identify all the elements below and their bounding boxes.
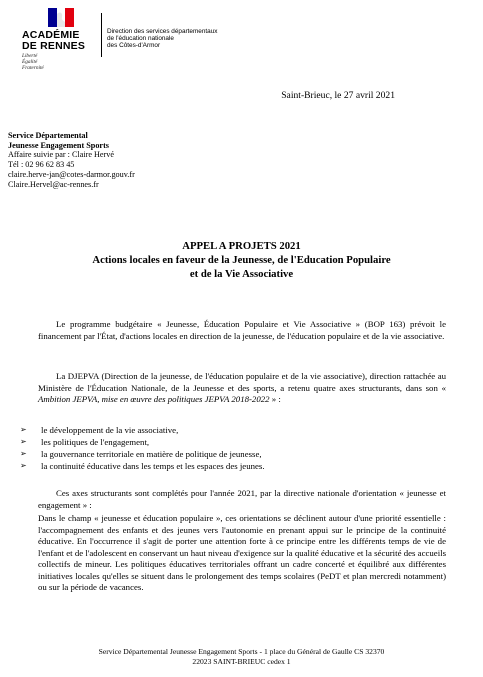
list-item-text: la gouvernance territoriale en matière de politique de jeunesse, — [41, 449, 262, 459]
arrow-bullet-icon: ➢ — [20, 449, 27, 458]
paragraph-djepva-start: La DJEPVA (Direction de la jeunesse, de l'éducation populaire et de la vie associative), direction rattachée au Ministère de l'Éducation Nationale, de la Jeunesse et des sports, a retenu quatre axes structurants, dans son « — [38, 371, 446, 393]
paragraph-djepva-end: » : — [271, 394, 281, 404]
directorate-block — [107, 28, 217, 50]
sender-service: Service Départemental — [8, 131, 88, 140]
academie-logo — [22, 8, 102, 71]
list-item — [20, 436, 265, 448]
sender-phone: Tél : 02 96 62 83 45 — [8, 160, 75, 170]
arrow-bullet-icon: ➢ — [20, 437, 27, 446]
paragraph-youth-education: Dans le champ « jeunesse et éducation populaire », ces orientations se déclinent autour d'une priorité essentielle : l'accompagnement des enfants et des jeunes vers l'autonomie en prenant appui sur le principe de la continuité éducative. En l'occurrence il s'agit de porter une attention forte à ce principe entre les différents temps de vie de l'enfant et de l'adolescent en conservant un haut niveau d'exigence sur la qualité éducative et la sécurité des accueils collectifs de mineur. Les politiques éducatives territoriales offrant un cadre concerté et équilibré aux différentes initiatives locales qu'elles se situent dans le prolongement des temps scolaires (PeDT et plan mercredi notamment) ou sur la période de vacances. — [38, 513, 446, 592]
paragraph-budget: Le programme budgétaire « Jeunesse, Éducation Populaire et Vie Associative » (BOP 163) prévoit le financement par l'État, d'actions locales en direction de la jeunesse, de l'éducation populaire et de la vie associative. — [38, 319, 446, 341]
academie-line-2: DE RENNES — [22, 40, 86, 52]
letter-date: Saint-Brieuc, le 27 avril 2021 — [281, 90, 395, 101]
motto-egalite: Égalité — [22, 58, 38, 65]
sender-unit: Jeunesse Engagement Sports — [8, 140, 109, 150]
axes-list — [20, 424, 265, 472]
paragraph-djepva-emphasis: Ambition JEPVA, mise en œuvre des politiques JEPVA 2018-2022 — [38, 394, 270, 404]
page-footer — [0, 647, 483, 666]
list-item — [20, 448, 265, 460]
list-item — [20, 460, 265, 472]
marianne-flag-icon — [48, 8, 74, 27]
call-title — [0, 239, 483, 281]
list-item-text: la continuité éducative dans les temps et les espaces des jeunes. — [41, 461, 265, 471]
paragraph-directive: Ces axes structurants sont complétés pour l'année 2021, par la directive nationale d'orientation « jeunesse et engagement » : — [38, 488, 446, 510]
list-item-text: le développement de la vie associative, — [41, 425, 179, 435]
academie-name — [22, 30, 102, 52]
motto-liberte: Liberté — [22, 53, 38, 59]
footer-address-line-2: 22023 SAINT-BRIEUC cedex 1 — [192, 656, 291, 666]
sender-email-2[interactable]: Claire.Hervel@ac-rennes.fr — [8, 179, 99, 189]
academie-line-1: ACADÉMIE — [22, 29, 80, 41]
title-line-1: APPEL A PROJETS 2021 — [182, 240, 301, 252]
list-item — [20, 424, 265, 436]
arrow-bullet-icon: ➢ — [20, 425, 27, 434]
arrow-bullet-icon: ➢ — [20, 461, 27, 470]
title-line-2: Actions locales en faveur de la Jeunesse, de l'Education Populaire — [92, 254, 391, 266]
sender-block — [8, 131, 135, 189]
directorate-line-3: des Côtes-d'Armor — [107, 42, 161, 50]
motto-fraternite: Fraternité — [22, 64, 44, 71]
republic-motto — [22, 54, 102, 71]
directorate-line-2: de l'éducation nationale — [107, 35, 174, 43]
directorate-line-1: Direction des services départementaux — [107, 28, 218, 35]
letterhead-divider — [101, 13, 102, 57]
footer-address-line-1: Service Départemental Jeunesse Engagement Sports - 1 place du Général de Gaulle CS 32370 — [98, 647, 385, 656]
sender-contact: Affaire suivie par : Claire Hervé — [8, 150, 115, 160]
title-line-3: et de la Vie Associative — [189, 268, 294, 280]
sender-email-1[interactable]: claire.herve-jan@cotes-darmor.gouv.fr — [8, 169, 135, 179]
list-item-text: les politiques de l'engagement, — [41, 437, 150, 447]
paragraph-djepva — [38, 371, 446, 406]
